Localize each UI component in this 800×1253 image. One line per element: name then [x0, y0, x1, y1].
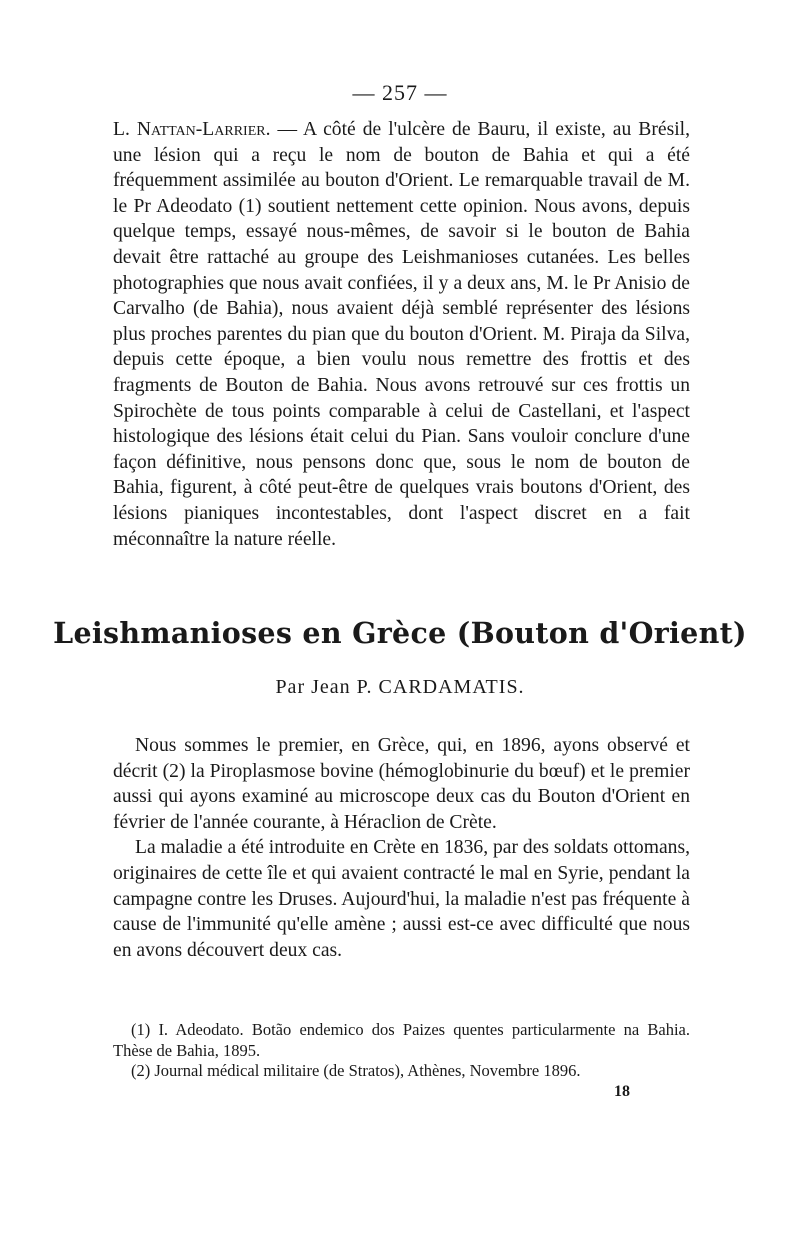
- paragraph: La maladie a été introduite en Crète en 1836, par des soldats ottomans, originaires de cette île et qui avaient contracté le mal en Syrie, pendant la campagne contre les Druses. Aujourd'hui, la maladie n'est pas fréquente à cause de l'immunité qu'elle amène ; aussi est-ce avec difficulté que nous en avons découvert deux cas.: [113, 837, 690, 961]
- first-block: [113, 117, 690, 552]
- footnote: (2) Journal médical militaire (de Stratos), Athènes, Novembre 1896.: [131, 1061, 581, 1080]
- first-block-text: — A côté de l'ulcère de Bauru, il existe, au Brésil, une lésion qui a reçu le nom de bouton de Bahia et qui a été fréquemment assimilée au bouton d'Orient. Le remarquable travail de M. le Pr Adeodato (1) soutient nettement cette opinion. Nous avons, depuis quelque temps, essayé nous-mêmes, de savoir si le bouton de Bahia devait être rattaché au groupe des Leishmanioses cutanées. Les belles photographies que nous avait confiées, il y a deux ans, M. le Pr Anisio de Carvalho (de Bahia), nous avaient déjà semblé représenter des lésions plus proches parentes du pian que du bouton d'Orient. M. Piraja da Silva, depuis cette époque, a bien voulu nous remettre des frottis et des fragments de Bouton de Bahia. Nous avons retrouvé sur ces frottis un Spirochète de tous points comparable à celui de Castellani, et l'aspect histologique des lésions était celui du Pian. Sans vouloir conclure d'une façon définitive, nous pensons donc que, sous le nom de bouton de Bahia, figurent, à côté peut-être de quelques vrais boutons d'Orient, des lésions pianiques incontestables, dont l'aspect discret en a fait méconnaître la nature réelle.: [113, 119, 690, 550]
- first-block-paragraph: [113, 117, 690, 552]
- byline: Par Jean P. CARDAMATIS.: [275, 676, 525, 698]
- paragraph: Nous sommes le premier, en Grèce, qui, en 1896, ayons observé et décrit (2) la Piroplasmose bovine (hémoglobinurie du bœuf) et le premier aussi qui ayons examiné au microscope deux cas du Bouton d'Orient en février de l'année courante, à Héraclion de Crète.: [113, 735, 690, 833]
- section-title: Leishmanioses en Grèce (Bouton d'Orient): [53, 616, 747, 650]
- footnote: (1) I. Adeodato. Botão endemico dos Paizes quentes particularmente na Bahia. Thèse de Bahia, 1895.: [113, 1020, 690, 1060]
- page-number: — 257 —: [352, 80, 448, 105]
- article-body: [113, 733, 690, 963]
- footnotes: [113, 1020, 690, 1082]
- signature-mark: 18: [614, 1083, 630, 1100]
- author-name: L. Nattan-Larrier.: [113, 119, 271, 140]
